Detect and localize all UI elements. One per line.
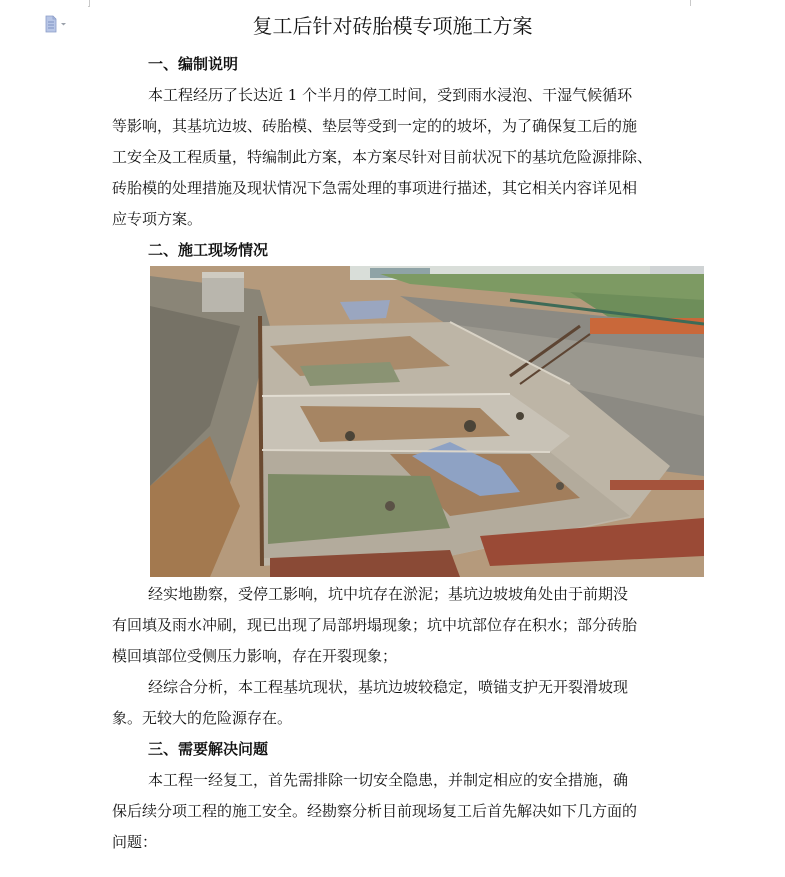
paragraph-line: 经综合分析，本工程基坑现状，基坑边坡较稳定，喷锚支护无开裂滑坡现: [148, 678, 629, 696]
paragraph-line: 象。无较大的危险源存在。: [112, 709, 293, 727]
paragraph-line: 本工程一经复工，首先需排除一切安全隐患，并制定相应的安全措施，确: [148, 771, 629, 789]
paragraph-line: 本工程经历了长达近 1 个半月的停工时间，受到雨水浸泡、干湿气候循环: [148, 86, 633, 104]
heading-section-2: 二、施工现场情况: [148, 241, 269, 259]
paragraph-line: 问题：: [112, 833, 158, 851]
crop-mark-left: [88, 0, 90, 7]
paragraph-line: 等影响，其基坑边坡、砖胎模、垫层等受到一定的的坡坏，为了确保复工后的施: [112, 117, 638, 135]
document-title: 复工后针对砖胎模专项施工方案: [252, 14, 533, 38]
paragraph-line: 经实地勘察，受停工影响，坑中坑存在淤泥；基坑边坡坡角处由于前期没: [148, 585, 629, 603]
paragraph-line: 保后续分项工程的施工安全。经勘察分析目前现场复工后首先解决如下几方面的: [112, 802, 638, 820]
paragraph-line: 工安全及工程质量，特编制此方案，本方案尽针对目前状况下的基坑危险源排除、: [112, 148, 653, 166]
construction-site-photo: [150, 266, 704, 577]
paragraph-line: 有回填及雨水冲刷，现已出现了局部坍塌现象；坑中坑部位存在积水；部分砖胎: [112, 616, 638, 634]
heading-section-3: 三、需要解决问题: [148, 740, 269, 758]
paragraph-line: 应专项方案。: [112, 210, 203, 228]
crop-mark-right: [690, 0, 692, 6]
paragraph-line: 砖胎模的处理措施及现状情况下急需处理的事项进行描述，其它相关内容详见相: [112, 179, 638, 197]
heading-section-1: 一、编制说明: [148, 55, 239, 73]
paragraph-line: 模回填部位受侧压力影响，存在开裂现象；: [112, 647, 398, 665]
